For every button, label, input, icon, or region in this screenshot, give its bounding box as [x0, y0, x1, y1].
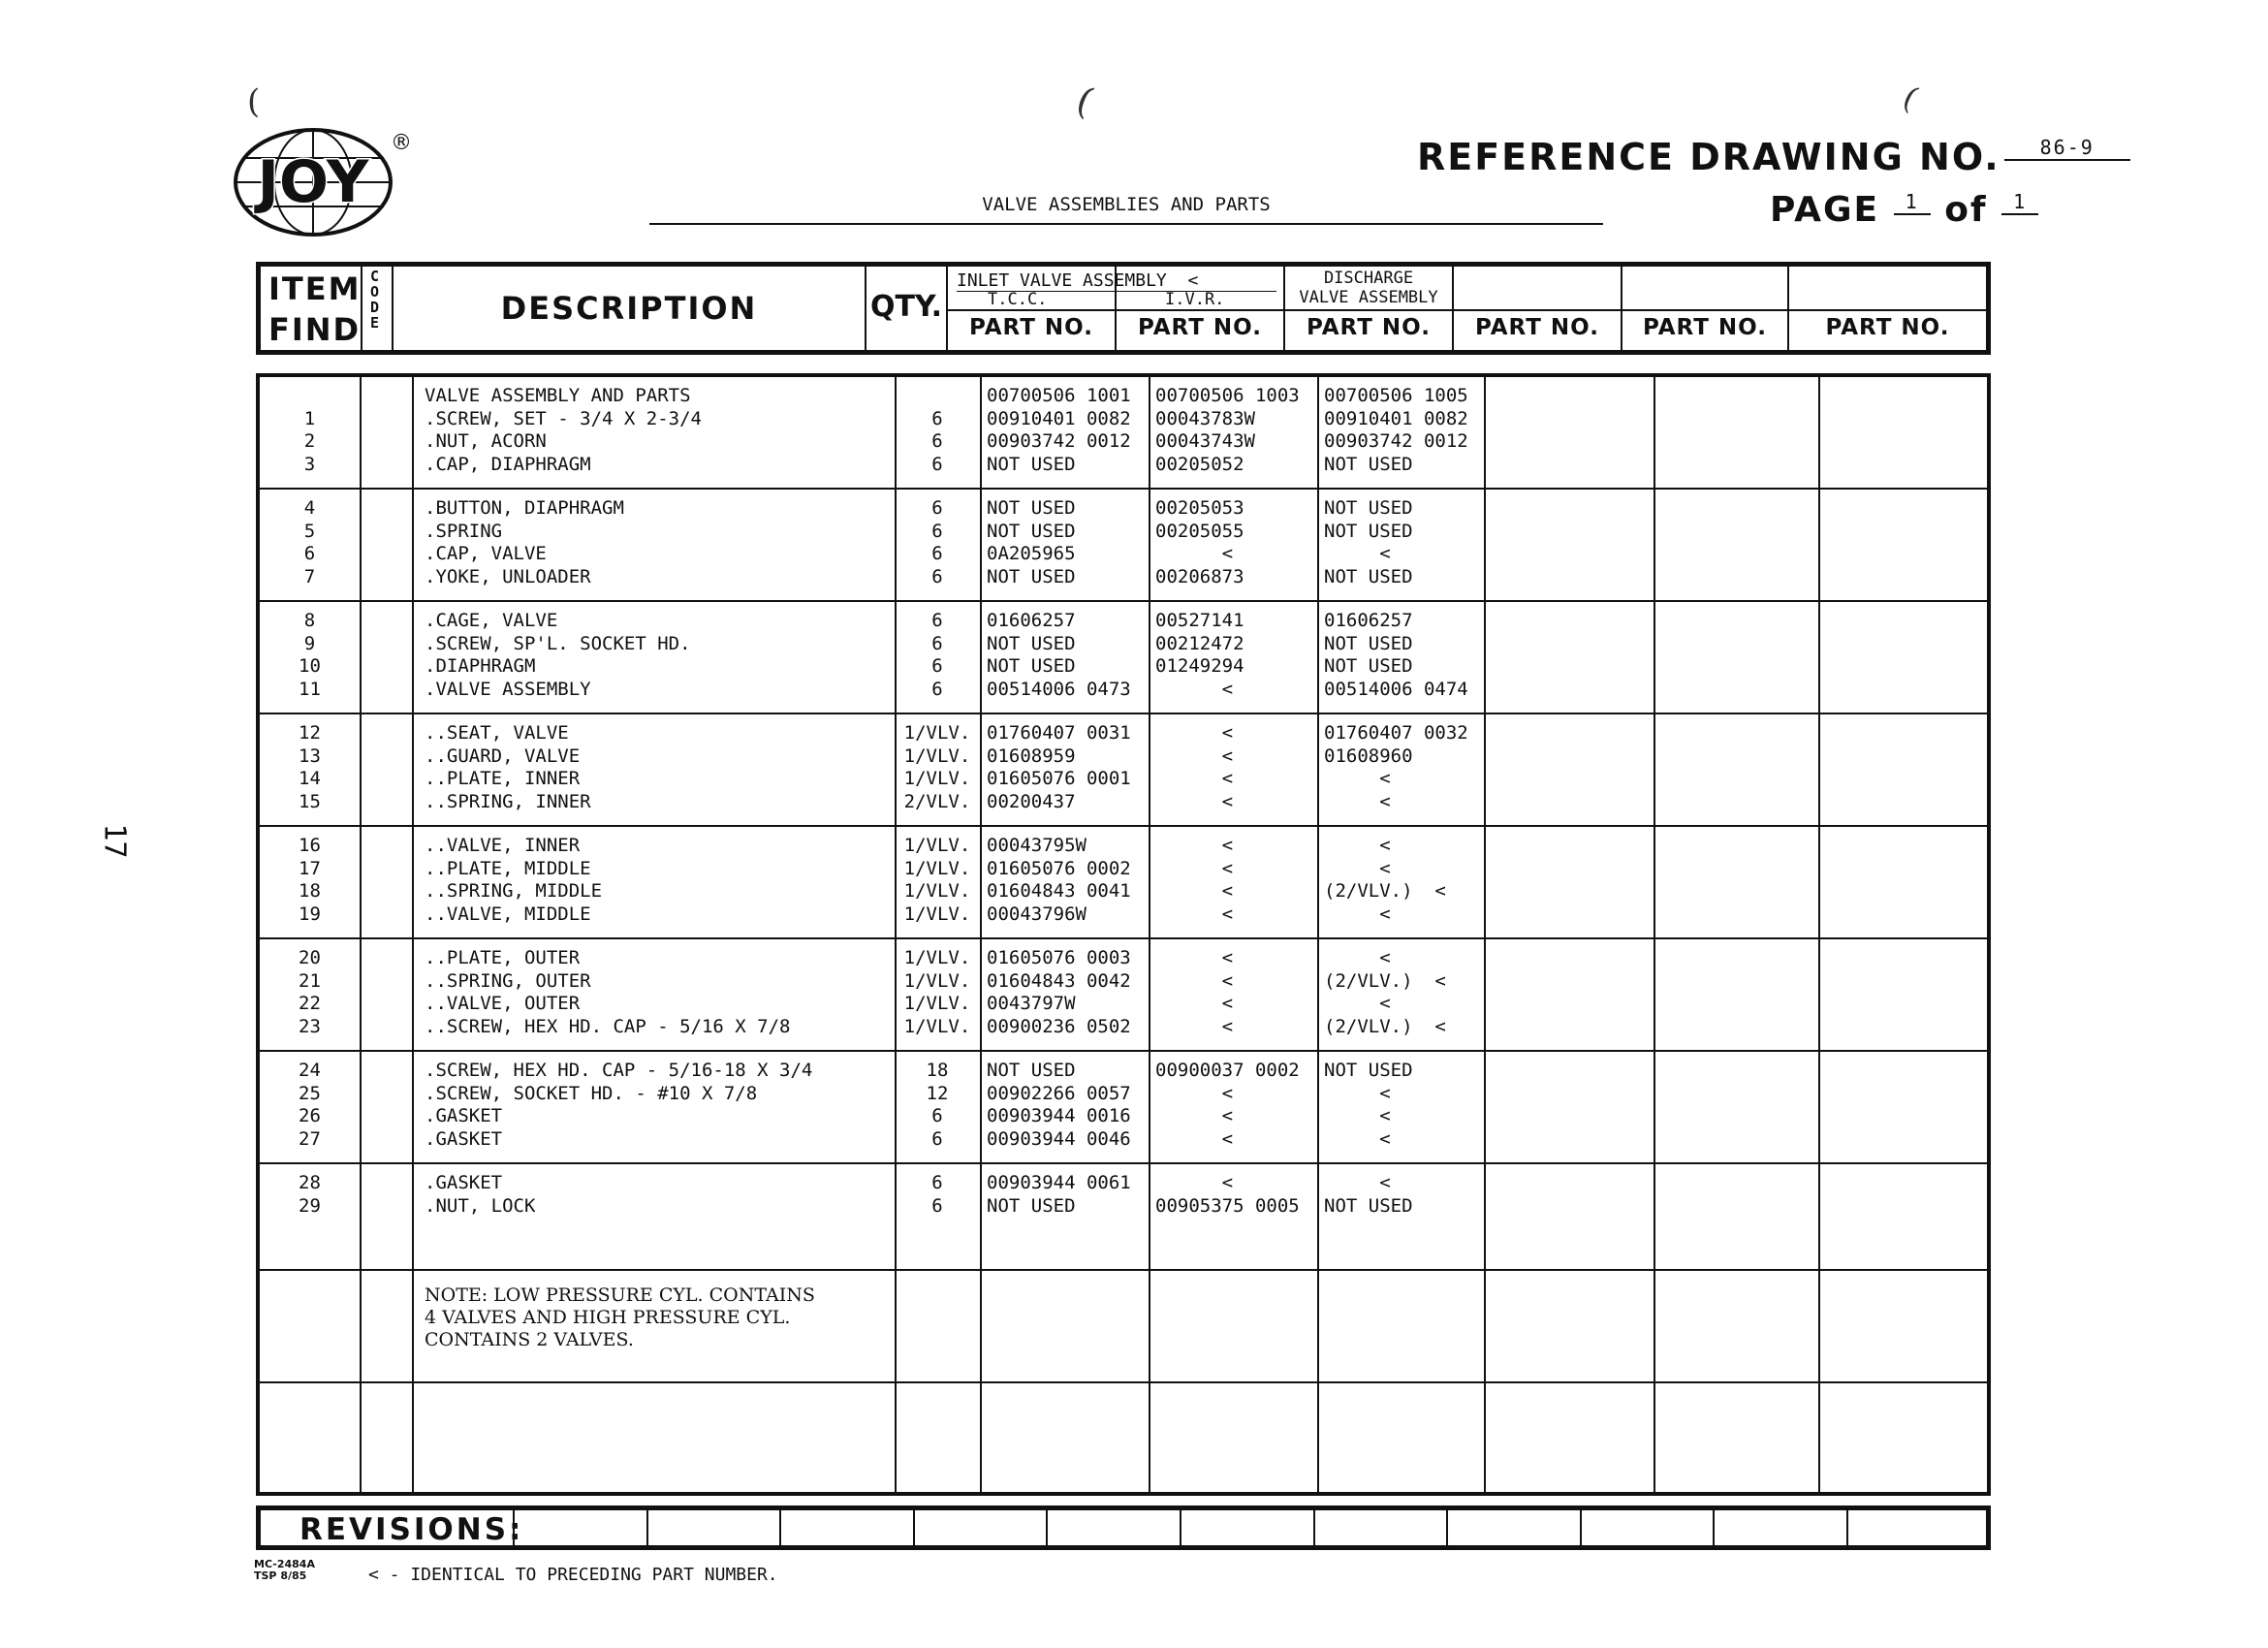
inlet-group-label: INLET VALVE ASSEMBLY < — [957, 270, 1276, 292]
item-numbers: 16 17 18 19 — [299, 835, 321, 925]
discharge-part-numbers: 00700506 1005 00910401 0082 00903742 0012 NOT USED — [1324, 385, 1468, 475]
discharge-part-numbers: < (2/VLV.) < < (2/VLV.) < — [1324, 947, 1446, 1037]
column-header-table — [256, 262, 1991, 355]
quantities: 1/VLV. 1/VLV. 1/VLV. 2/VLV. — [903, 722, 971, 812]
registered-mark: ® — [391, 131, 412, 155]
item-numbers: 12 13 14 15 — [299, 722, 321, 812]
logo-text: JOY — [257, 148, 369, 216]
quantities: 18 12 6 6 — [926, 1060, 949, 1150]
ivr-part-numbers: 00205053 00205055 < 00206873 — [1155, 497, 1244, 587]
revision-cell — [1313, 1510, 1449, 1545]
item-numbers: 8 9 10 11 — [299, 610, 321, 700]
discharge-part-numbers: < < (2/VLV.) < < — [1324, 835, 1446, 925]
scan-mark: ( — [247, 82, 261, 121]
tcc-part-numbers: 00700506 1001 00910401 0082 00903742 0012 NOT USED — [987, 385, 1131, 475]
quantities: 1/VLV. 1/VLV. 1/VLV. 1/VLV. — [903, 947, 971, 1037]
revision-cell — [1446, 1510, 1582, 1545]
descriptions: VALVE ASSEMBLY AND PARTS .SCREW, SET - 3/4 X 2-3/4 .NUT, ACORN .CAP, DIAPHRAGM — [425, 385, 702, 475]
ivr-part-numbers: < < < < — [1221, 835, 1234, 925]
descriptions: .CAGE, VALVE .SCREW, SP'L. SOCKET HD. .DIAPHRAGM .VALVE ASSEMBLY — [425, 610, 691, 700]
scan-mark: ( — [1070, 78, 1099, 124]
page-total: 1 — [2001, 190, 2038, 215]
reference-label: REFERENCE DRAWING NO. — [1417, 136, 2000, 178]
revision-cell — [1713, 1510, 1848, 1545]
header-divider — [948, 309, 1986, 311]
page-indicator — [1770, 190, 2038, 230]
row-divider — [260, 1381, 1987, 1383]
code-label: CODE — [370, 268, 380, 332]
col-divider — [360, 377, 362, 1492]
descriptions: .BUTTON, DIAPHRAGM .SPRING .CAP, VALVE .YOKE, UNLOADER — [425, 497, 624, 587]
find-label: FIND — [268, 311, 362, 348]
revision-cell — [1846, 1510, 1982, 1545]
item-label: ITEM — [268, 270, 362, 307]
item-numbers: 1 2 3 — [303, 407, 316, 475]
code-header — [362, 267, 394, 350]
discharge-part-numbers: 01606257 NOT USED NOT USED 00514006 0474 — [1324, 610, 1468, 700]
col-divider — [412, 377, 414, 1492]
col-divider — [980, 377, 982, 1492]
qty-header — [866, 267, 948, 350]
scan-mark: ( — [1897, 79, 1924, 117]
revision-cell — [1046, 1510, 1181, 1545]
tcc-part-numbers: 00043795W 01605076 0002 01604843 0041 00043796W — [987, 835, 1131, 925]
joy-logo — [231, 124, 415, 240]
legend-text: < - IDENTICAL TO PRECEDING PART NUMBER. — [368, 1565, 778, 1585]
row-divider — [260, 825, 1987, 827]
quantities: 6 6 6 6 — [931, 610, 943, 700]
tcc-part-numbers: 01605076 0003 01604843 0042 0043797W 00900236 0502 — [987, 947, 1131, 1037]
page-current: 1 — [1894, 190, 1931, 215]
part-no-label: PART NO. — [969, 315, 1093, 340]
descriptions: .SCREW, HEX HD. CAP - 5/16-18 X 3/4 .SCREW, SOCKET HD. - #10 X 7/8 .GASKET .GASKET — [425, 1060, 813, 1150]
part-no-label: PART NO. — [1643, 315, 1767, 340]
tcc-part-numbers: NOT USED NOT USED 0A205965 NOT USED — [987, 497, 1076, 587]
revisions-label: REVISIONS: — [299, 1512, 524, 1547]
row-divider — [260, 713, 1987, 714]
reference-drawing — [1417, 136, 2130, 178]
col-divider — [1818, 377, 1820, 1492]
ivr-part-numbers: < 00905375 0005 — [1155, 1172, 1300, 1217]
ivr-label: I.V.R. — [1165, 290, 1225, 309]
description-label: DESCRIPTION — [500, 290, 758, 327]
ivr-part-numbers: 00700506 1003 00043783W 00043743W 00205052 — [1155, 385, 1300, 475]
quantities: 6 6 — [931, 1172, 943, 1217]
revision-cell — [779, 1510, 915, 1545]
ivr-part-numbers: < < < < — [1221, 947, 1234, 1037]
revision-cell — [1180, 1510, 1315, 1545]
descriptions: ..SEAT, VALVE ..GUARD, VALVE ..PLATE, INNER ..SPRING, INNER — [425, 722, 591, 812]
row-divider — [260, 1050, 1987, 1052]
ivr-part-numbers: < < < < — [1221, 722, 1234, 812]
quantities: 6 6 6 — [931, 407, 943, 475]
note-text: NOTE: LOW PRESSURE CYL. CONTAINS 4 VALVES AND HIGH PRESSURE CYL. CONTAINS 2 VALVES. — [425, 1284, 815, 1350]
parts-table — [256, 373, 1991, 1496]
revision-cell — [1580, 1510, 1716, 1545]
col-divider — [1149, 377, 1150, 1492]
reference-number: 86-9 — [2004, 136, 2130, 161]
item-find-header — [261, 267, 362, 350]
discharge-part-numbers: 01760407 0032 01608960 < < — [1324, 722, 1468, 812]
tcc-label: T.C.C. — [988, 290, 1048, 309]
part-no-label: PART NO. — [1138, 315, 1262, 340]
tcc-part-numbers: NOT USED 00902266 0057 00903944 0016 00903944 0046 — [987, 1060, 1131, 1150]
item-numbers: 28 29 — [299, 1172, 321, 1217]
item-numbers: 4 5 6 7 — [303, 497, 316, 587]
row-divider — [260, 937, 1987, 939]
part-no-label: PART NO. — [1475, 315, 1599, 340]
tcc-part-numbers: 00903944 0061 NOT USED — [987, 1172, 1131, 1217]
item-numbers: 24 25 26 27 — [299, 1060, 321, 1150]
part-no-label: PART NO. — [1307, 315, 1431, 340]
descriptions: .GASKET .NUT, LOCK — [425, 1172, 536, 1217]
col-divider — [1317, 377, 1319, 1492]
revisions-bar — [256, 1505, 1991, 1550]
row-divider — [260, 600, 1987, 602]
quantities: 6 6 6 6 — [931, 497, 943, 587]
discharge-label: DISCHARGE VALVE ASSEMBLY — [1299, 269, 1438, 307]
document-title: VALVE ASSEMBLIES AND PARTS — [649, 194, 1603, 225]
discharge-part-numbers: NOT USED NOT USED < NOT USED — [1324, 497, 1413, 587]
ivr-part-numbers: 00527141 00212472 01249294 < — [1155, 610, 1244, 700]
row-divider — [260, 488, 1987, 490]
item-numbers: 20 21 22 23 — [299, 947, 321, 1037]
page-of: of — [1944, 190, 1988, 230]
description-header — [394, 267, 866, 350]
tcc-part-numbers: 01606257 NOT USED NOT USED 00514006 0473 — [987, 610, 1131, 700]
descriptions: ..VALVE, INNER ..PLATE, MIDDLE ..SPRING, MIDDLE ..VALVE, MIDDLE — [425, 835, 603, 925]
revision-cell — [646, 1510, 782, 1545]
descriptions: ..PLATE, OUTER ..SPRING, OUTER ..VALVE, OUTER ..SCREW, HEX HD. CAP - 5/16 X 7/8 — [425, 947, 791, 1037]
row-divider — [260, 1269, 1987, 1271]
row-divider — [260, 1162, 1987, 1164]
revision-cell — [513, 1510, 648, 1545]
tcc-part-numbers: 01760407 0031 01608959 01605076 0001 00200437 — [987, 722, 1131, 812]
discharge-part-numbers: < NOT USED — [1324, 1172, 1413, 1217]
col-divider — [1484, 377, 1486, 1492]
part-no-label: PART NO. — [1825, 315, 1950, 340]
side-page-number: 17 — [97, 823, 132, 859]
discharge-part-numbers: NOT USED < < < — [1324, 1060, 1413, 1150]
quantities: 1/VLV. 1/VLV. 1/VLV. 1/VLV. — [903, 835, 971, 925]
ivr-part-numbers: 00900037 0002 < < < — [1155, 1060, 1300, 1150]
revision-cell — [913, 1510, 1049, 1545]
col-divider — [1654, 377, 1655, 1492]
page-label: PAGE — [1770, 190, 1880, 230]
qty-label: QTY. — [869, 290, 943, 324]
form-code: MC-2484A TSP 8/85 — [254, 1558, 315, 1582]
